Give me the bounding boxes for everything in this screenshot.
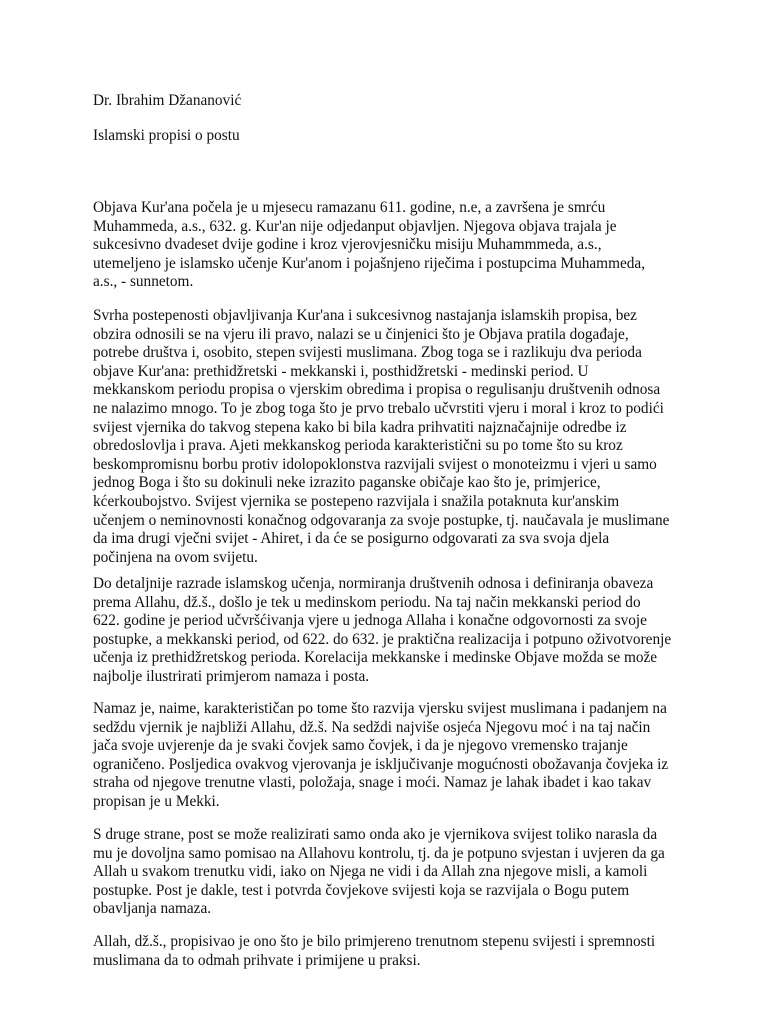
text-line: obzira odnosili se na vjeru ili pravo, nalazi se u činjenici što je Objava pratila događaje,	[93, 325, 629, 343]
text-line: postupke, a mekkanski period, od 622. do 632. je praktična realizacija i potpuno oživotvorenje	[93, 630, 672, 648]
text-line: Svrha postepenosti objavljivanja Kur'ana i sukcesivnog nastajanja islamskih propisa, bez	[93, 307, 637, 324]
text-line: sukcesivno dvadeset dvije godine i kroz vjerovjesničku misiju Muhammmeda, a.s.,	[93, 236, 602, 254]
text-line: objave Kur'ana: prethidžretski - mekkanski i, posthidžretski - medinski period. U	[93, 362, 589, 380]
text-line: da ima drugi vječni svijet - Ahiret, i da će se posigurno odgovarati za sva svoja djela	[93, 530, 610, 548]
text-line: jednog Boga i što su dokinuli neke izrazito paganske običaje kao što je, primjerice,	[93, 474, 601, 492]
text-line: obredoslovlja i prava. Ajeti mekkanskog perioda karakteristični su po tome što su kroz	[93, 437, 623, 455]
text-line: 622. godine je period učvršćivanja vjere u jednoga Allaha i konačne odgovornosti za svoje	[93, 612, 647, 630]
text-line: počinjena na ovom svijetu.	[93, 548, 258, 566]
text-line: ograničeno. Posljedica ovakvog vjerovanja je isključivanje mogućnosti obožavanja čovjeka iz	[93, 755, 669, 773]
text-line: jača svoje uvjerenje da je svaki čovjek samo čovjek, i da je njegovo vremensko trajanje	[93, 737, 628, 755]
text-line: ne nalazimo mnogo. To je zbog toga što je prvo trebalo učvrstiti vjeru i moral i kroz to podići	[93, 399, 664, 417]
text-line: Objava Kur'ana počela je u mjesecu ramazanu 611. godine, n.e, a završena je smrću	[93, 199, 606, 216]
author-name: Dr. Ibrahim Džananović	[93, 92, 242, 109]
paragraph-6	[93, 933, 693, 970]
text-line: utemeljeno je islamsko učenje Kur'anom i pojašnjeno riječima i postupcima Muhammeda,	[93, 254, 646, 272]
paragraph-2	[93, 307, 693, 567]
text-line: a.s., - sunnetom.	[93, 273, 194, 291]
text-line: postupke. Post je dakle, test i potvrda čovjekove svijesti koja se razvijala o Bogu putem	[93, 881, 630, 899]
text-line: S druge strane, post se može realizirati samo onda ako je vjernikova svijest toliko narasla da	[93, 826, 658, 843]
paragraph-4	[93, 700, 693, 812]
text-line: kćerkoubojstvo. Svijest vjernika se postepeno razvijala i snažila potaknuta kur'anskim	[93, 492, 620, 510]
text-line: Namaz je, naime, karakterističan po tome što razvija vjersku svijest muslimana i padanjem na	[93, 700, 667, 717]
text-line: najbolje ilustrirati primjerom namaza i posta.	[93, 667, 370, 685]
paragraph-3	[93, 575, 693, 687]
text-line: mekkanskom periodu propisa o vjerskim obredima i propisa o regulisanju društvenih odnosa	[93, 381, 661, 399]
text-line: potrebe društva i, osobito, stepen svijesti muslimana. Zbog toga se i razlikuju dva perioda	[93, 344, 642, 362]
text-line: propisan je u Mekki.	[93, 792, 220, 810]
text-line: svijest vjernika do takvog stepena kako bi bila kadra prihvatiti najznačajnije odredbe iz	[93, 418, 627, 436]
paragraph-5	[93, 826, 693, 919]
text-line: prema Allahu, dž.š., došlo je tek u medinskom periodu. Na taj način mekkanski period do	[93, 593, 641, 611]
text-line: straha od njegove trenutne vlasti, položaja, snage i moći. Namaz je lahak ibadet i kao takav	[93, 774, 652, 792]
text-line: obavljanja namaza.	[93, 900, 212, 918]
text-line: Allah, dž.š., propisivao je ono što je bilo primjereno trenutnom stepenu svijesti i spremnosti	[93, 933, 656, 950]
text-line: učenja iz prethidžretskog perioda. Korelacija mekkanske i medinske Objave možda se može	[93, 649, 658, 667]
document-title: Islamski propisi o postu	[93, 127, 240, 144]
text-line: Muhammeda, a.s., 632. g. Kur'an nije odjedanput objavljen. Njegova objava trajala je	[93, 217, 617, 235]
text-line: Do detaljnije razrade islamskog učenja, normiranja društvenih odnosa i definiranja obaveza	[93, 575, 654, 592]
text-line: Allah u svakom trenutku vidi, iako on Njega ne vidi i da Allah zna njegove misli, a kamoli	[93, 863, 648, 881]
text-line: muslimana da to odmah prihvate i primijene u praksi.	[93, 951, 421, 969]
text-line: sedždu vjernik je najbliži Allahu, dž.š. Na sedždi najviše osjeća Njegovu moć i na taj način	[93, 718, 651, 736]
text-line: mu je dovoljna samo pomisao na Allahovu kontrolu, tj. da je potpuno svjestan i uvjeren da ga	[93, 844, 665, 862]
text-line: beskompromisnu borbu protiv idolopoklonstva razvijali svijest o monoteizmu i vjeri u samo	[93, 455, 657, 473]
text-line: učenjem o neminovnosti konačnog odgovaranja za svoje postupke, tj. naučavala je muslimane	[93, 511, 670, 529]
paragraph-1	[93, 199, 693, 292]
